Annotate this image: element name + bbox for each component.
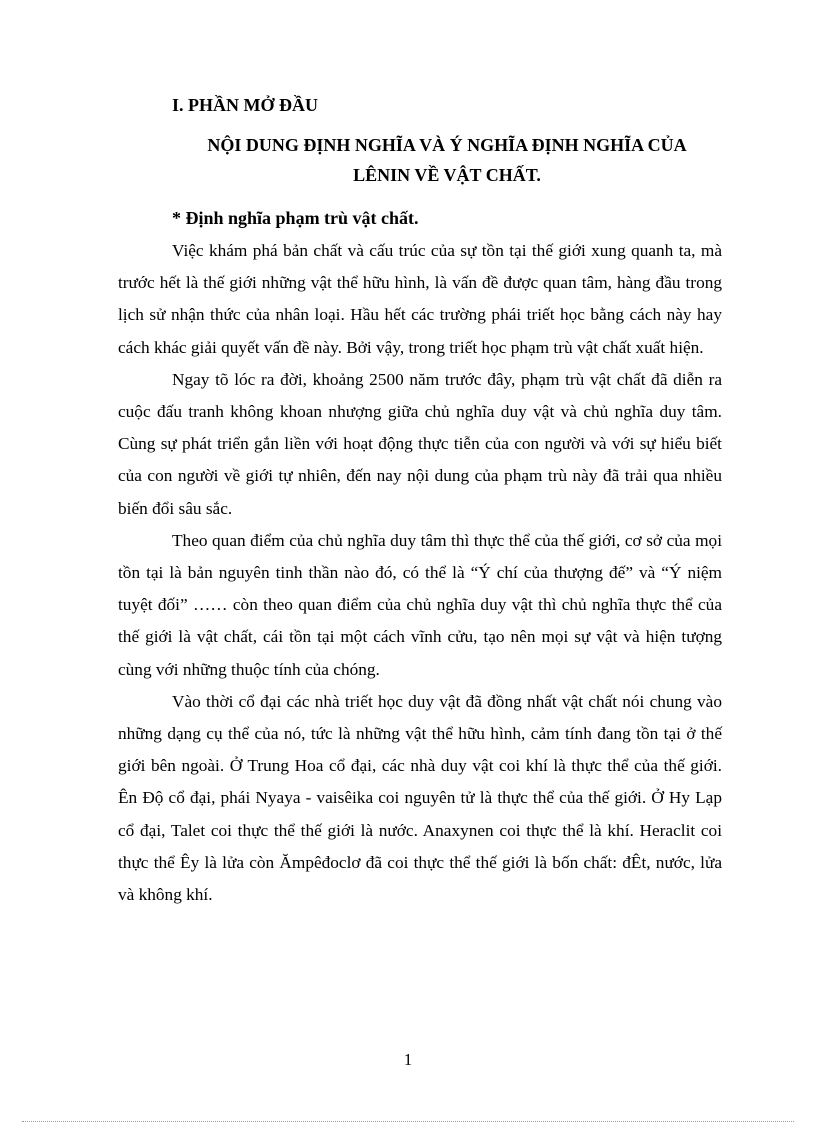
- section-heading: I. PHẦN MỞ ĐẦU: [172, 95, 318, 115]
- paragraph: Ngay tõ lóc ra đời, khoảng 2500 năm trước đây, phạm trù vật chất đã diễn ra cuộc đấu tranh không khoan nhượng giữa chủ nghĩa duy vật và chủ nghĩa duy tâm. Cùng sự phát triển gắn liền với hoạt động thực tiễn của con người và với sự hiểu biết của con người về giới tự nhiên, đến nay nội dung của phạm trù này đã trải qua nhiều biến đổi sâu sắc.: [118, 369, 722, 518]
- paragraph: Theo quan điểm của chủ nghĩa duy tâm thì thực thể của thế giới, cơ sở của mọi tồn tại là bản nguyên tinh thần nào đó, có thể là “Ý chí của thượng đế” và “Ý niệm tuyệt đối” …… còn theo quan điểm của chủ nghĩa duy vật thì chủ nghĩa thực thể của thế giới là vật chất, cái tồn tại một cách vĩnh cửu, tạo nên mọi sự vật và hiện tượng cùng với những thuộc tính của chóng.: [118, 530, 722, 679]
- body-text: [118, 235, 722, 911]
- subheading: * Định nghĩa phạm trù vật chất.: [172, 208, 419, 228]
- document-title: [172, 130, 722, 190]
- paragraph: Việc khám phá bản chất và cấu trúc của sự tồn tại thế giới xung quanh ta, mà trước hết là thế giới những vật thể hữu hình, là vấn đề được quan tâm, hàng đầu trong lịch sử nhận thức của nhân loại. Hầu hết các trường phái triết học bằng cách này hay cách khác giải quyết vấn đề này. Bởi vậy, trong triết học phạm trù vật chất xuất hiện.: [118, 241, 722, 357]
- page-number: 1: [403, 1050, 413, 1069]
- title-line-1: NỘI DUNG ĐỊNH NGHĨA VÀ Ý NGHĨA ĐỊNH NGHĨA CỦA: [207, 135, 687, 155]
- title-line-2: LÊNIN VỀ VẬT CHẤT.: [353, 165, 541, 185]
- page-bottom-divider: [22, 1121, 794, 1122]
- paragraph: Vào thời cổ đại các nhà triết học duy vật đã đồng nhất vật chất nói chung vào những dạng cụ thể của nó, tức là những vật thể hữu hình, cảm tính đang tồn tại ở thế giới bên ngoài. Ở Trung Hoa cổ đại, các nhà duy vật coi khí là thực thể của thế giới. Ên Độ cổ đại, phái Nyaya - vaisêika coi nguyên tử là thực thể của thế giới. Ở Hy Lạp cổ đại, Talet coi thực thể thế giới là nước. Anaxynen coi thực thể là khí. Heraclit coi thực thể Êy là lửa còn Ămpêđoclơ đã coi thực thể thế giới là bốn chất: đÊt, nước, lửa và không khí.: [118, 691, 722, 905]
